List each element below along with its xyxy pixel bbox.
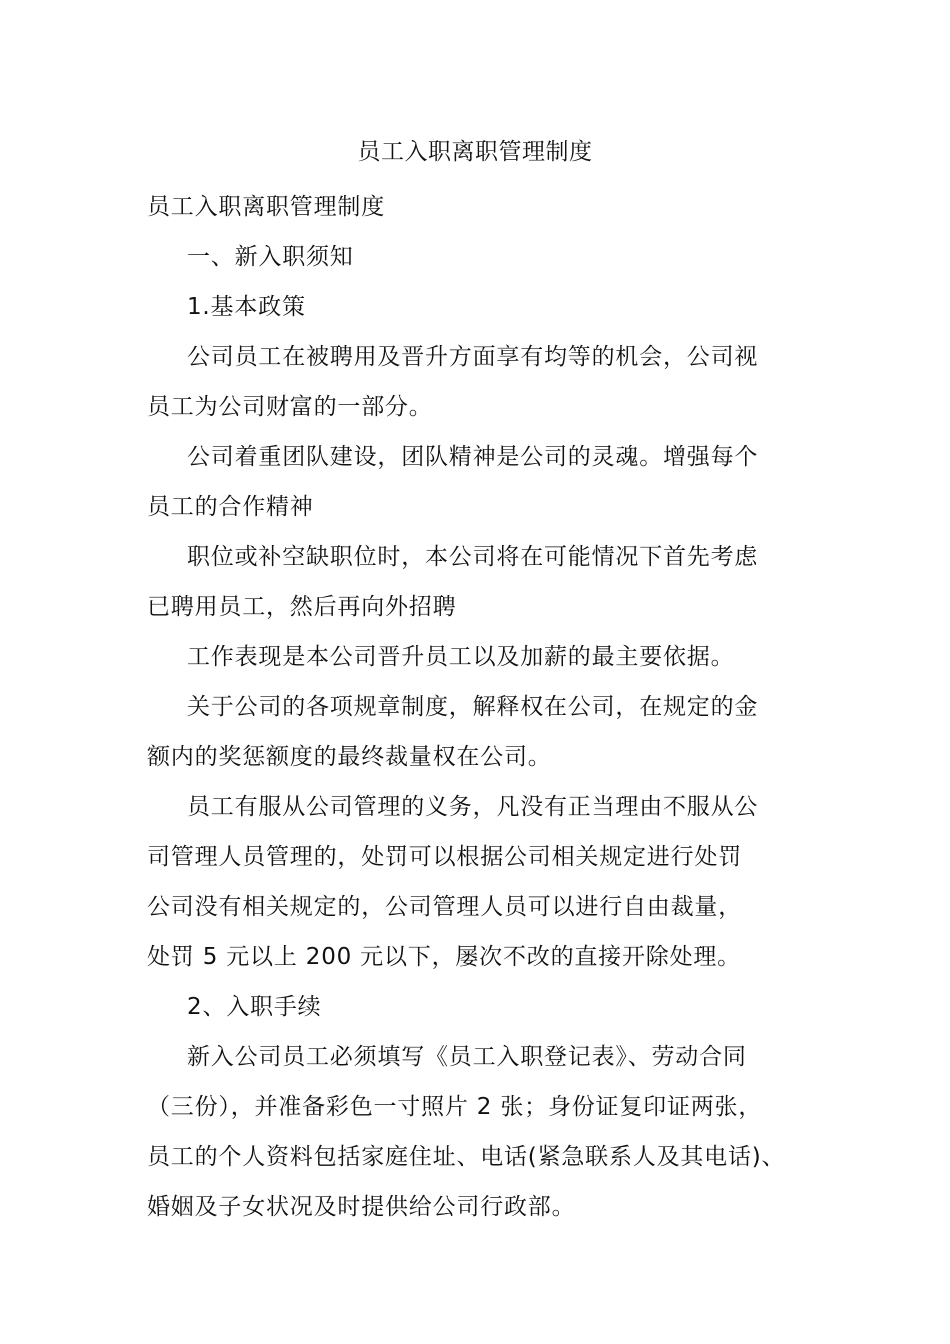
body-line: 员工有服从公司管理的义务，凡没有正当理由不服从公: [187, 794, 759, 820]
body-line: 员工的合作精神: [147, 494, 314, 520]
document-body: [147, 182, 812, 1232]
body-line: 司管理人员管理的，处罚可以根据公司相关规定进行处罚: [147, 844, 742, 870]
body-line: （三份），并准备彩色一寸照片 2 张；身份证复印证两张，: [147, 1094, 763, 1120]
body-line: 职位或补空缺职位时，本公司将在可能情况下首先考虑: [187, 544, 759, 570]
body-line: 公司员工在被聘用及晋升方面享有均等的机会，公司视: [187, 344, 759, 370]
body-line: 工作表现是本公司晋升员工以及加薪的最主要依据。: [187, 644, 735, 670]
subsection-heading-basic-policy: 1.基本政策: [187, 294, 306, 320]
body-line: 额内的奖惩额度的最终裁量权在公司。: [147, 744, 552, 770]
subsection-heading-onboarding: 2、入职手续: [187, 994, 322, 1020]
body-line: 婚姻及子女状况及时提供给公司行政部。: [147, 1194, 576, 1220]
body-line: 新入公司员工必须填写《员工入职登记表》、劳动合同: [187, 1044, 747, 1070]
body-line: 员工为公司财富的一部分。: [147, 394, 433, 420]
body-line: 已聘用员工，然后再向外招聘: [147, 594, 457, 620]
body-line: 员工的个人资料包括家庭住址、电话(紧急联系人及其电话)、: [147, 1144, 786, 1170]
body-line: 公司着重团队建设，团队精神是公司的灵魂。增强每个: [187, 444, 759, 470]
section-heading-new-hire: 一、新入职须知: [187, 244, 354, 270]
body-line: 公司没有相关规定的，公司管理人员可以进行自由裁量，: [147, 894, 742, 920]
document-title: 员工入职离职管理制度: [357, 139, 593, 165]
body-line: 关于公司的各项规章制度，解释权在公司，在规定的金: [187, 694, 759, 720]
body-line: 处罚 5 元以上 200 元以下，屡次不改的直接开除处理。: [147, 944, 741, 970]
body-line: 员工入职离职管理制度: [147, 194, 385, 220]
